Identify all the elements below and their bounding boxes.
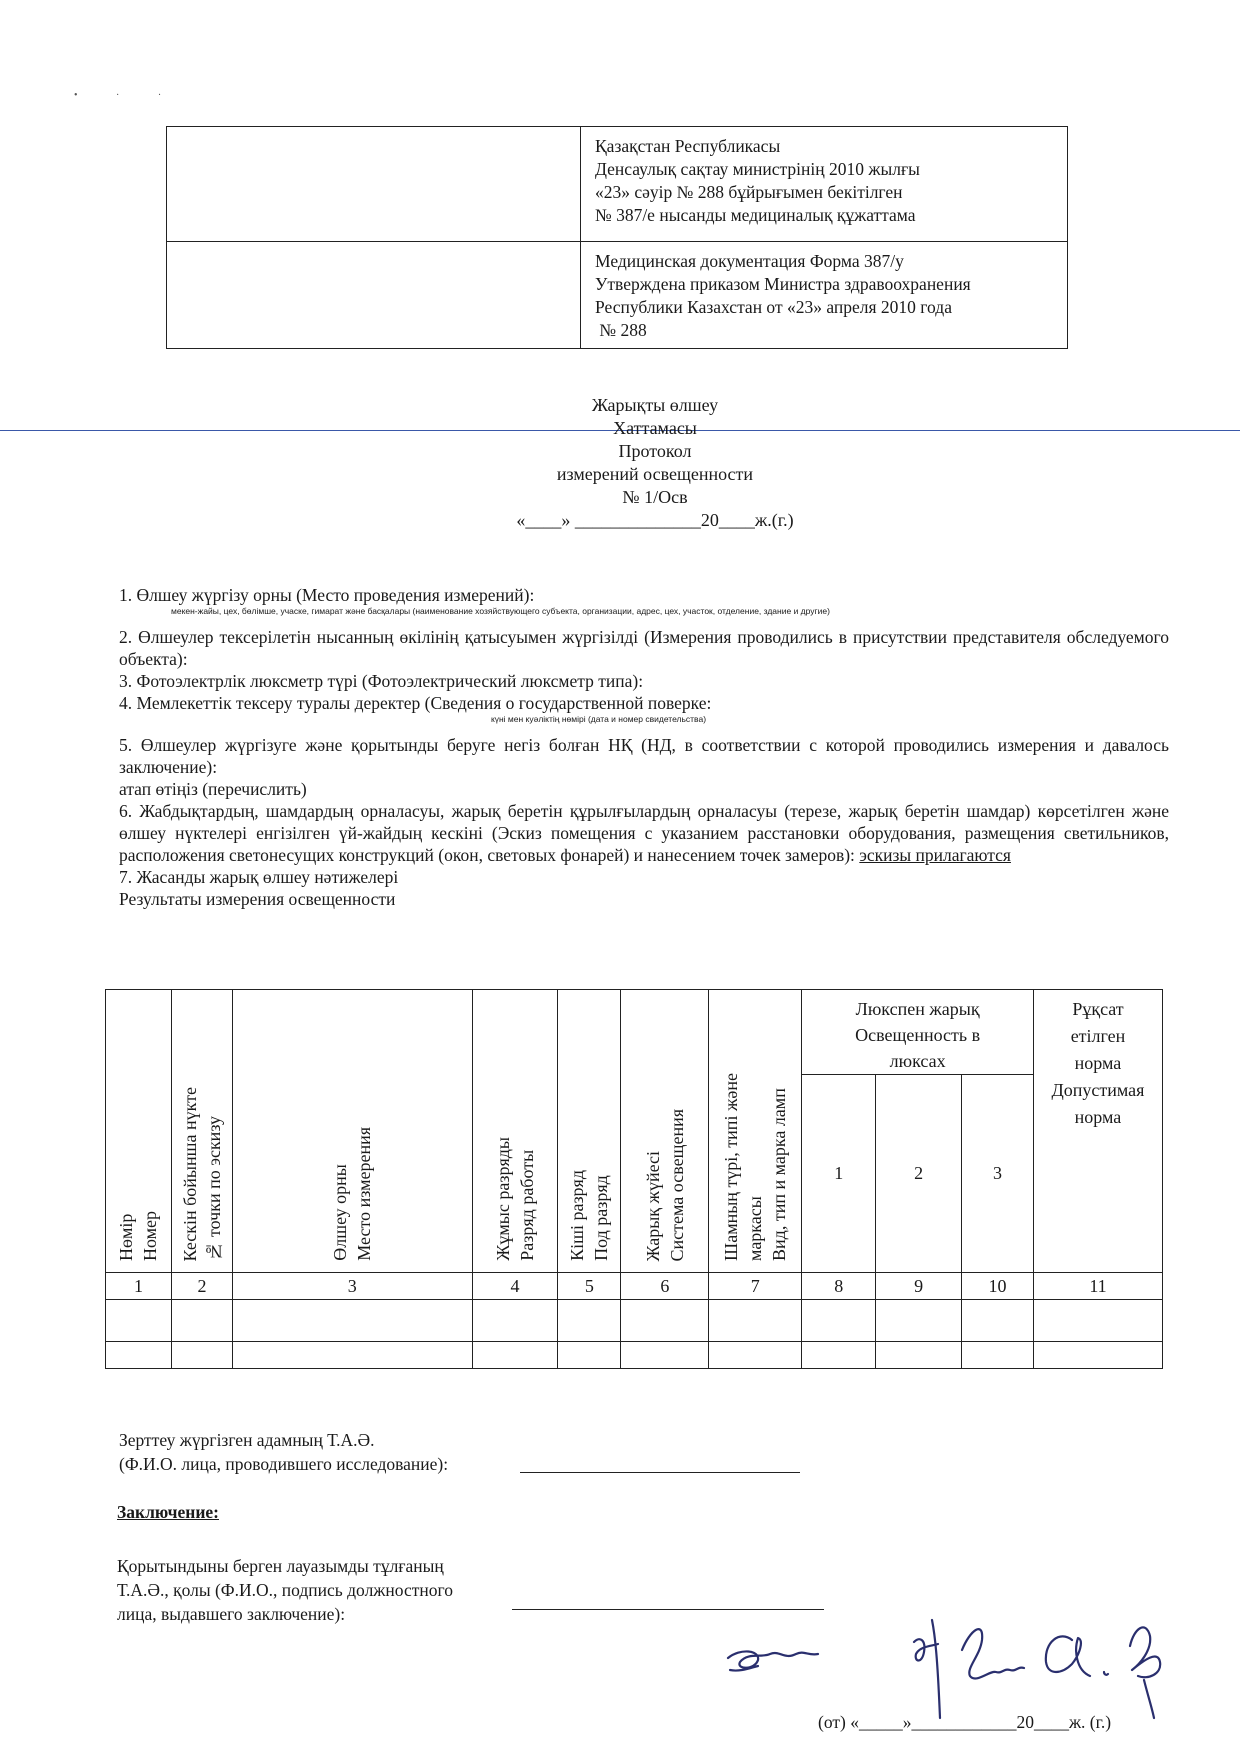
column-index: 6 xyxy=(621,1273,709,1300)
handwritten-signatures xyxy=(700,1610,1220,1720)
protocol-sections xyxy=(119,584,1169,910)
results-table xyxy=(105,989,1163,1369)
col-header-illuminance-lux: Люкспен жарық Освещенность в люксах xyxy=(802,990,1034,1075)
title-kz-line1: Жарықты өлшеу xyxy=(591,395,719,415)
header-kz-line: № 387/е нысанды медициналық құжаттама xyxy=(595,205,916,225)
header-kz-line: Денсаулық сақтау министрінің 2010 жылғы xyxy=(595,159,920,179)
section-5: 5. Өлшеулер жүргізуге және қорытынды беруге негіз болған НҚ (НД, в соответствии с которой проводились измерения и давалось заключение): xyxy=(119,735,1169,777)
column-index: 2 xyxy=(171,1273,232,1300)
section-6 xyxy=(119,800,1169,866)
lux-sub-2: 2 xyxy=(876,1075,962,1273)
col-header-work-category: Жұмыс разряды Разряд работы xyxy=(472,990,558,1273)
section-2: 2. Өлшеулер тексерілетін нысанның өкілінің қатысуымен жүргізілді (Измерения проводились в присутствии представителя обследуемого объекта): xyxy=(119,627,1169,669)
column-index: 1 xyxy=(106,1273,172,1300)
header-empty-cell xyxy=(167,242,581,349)
protocol-number: № 1/Осв xyxy=(622,487,688,507)
section-1: 1. Өлшеу жүргізу орны (Место проведения измерений): xyxy=(119,585,535,605)
column-index-row xyxy=(106,1273,1163,1300)
section-6-text: 6. Жабдықтардың, шамдардың орналасуы, жарық беретін құрылғылардың орналасуы (терезе, жарық беретін шамдар) көрсетілген және өлшеу нүктелері енгізілген үй-жайдың кескіні (Эскиз помещения с указанием расстановки оборудования, размещения светильников, расположения светонесущих конструкций (окон, световых фонарей) и нанесением точек замеров): xyxy=(119,801,1169,865)
section-4: 4. Мемлекеттік тексеру туралы деректер (Сведения о государственной поверке: xyxy=(119,693,712,713)
researcher-label-ru: (Ф.И.О. лица, проводившего исследование): xyxy=(119,1454,449,1474)
header-kz-cell xyxy=(581,127,1068,242)
form-header-box xyxy=(166,126,1068,349)
section-7: 7. Жасанды жарық өлшеу нәтижелері xyxy=(119,867,399,887)
footer-date: (от) «_____»____________20____ж. (г.) xyxy=(818,1712,1112,1732)
header-ru-line: Медицинская документация Форма 387/у xyxy=(595,251,904,271)
protocol-date: «____» ______________20____ж.(г.) xyxy=(516,510,794,530)
col-header-subcategory: Кіші разряд Под разряд xyxy=(558,990,621,1273)
column-index: 10 xyxy=(962,1273,1034,1300)
document-title xyxy=(420,394,890,532)
column-index: 7 xyxy=(709,1273,802,1300)
header-kz-line: «23» сәуір № 288 бұйрығымен бекітілген xyxy=(595,182,903,202)
issuer-label-line: Қорытындыны берген лауазымды тұлғаның xyxy=(117,1556,444,1576)
col-header-measure-place: Өлшеу орны Место измерения xyxy=(232,990,472,1273)
header-ru-line: Утверждена приказом Министра здравоохранения xyxy=(595,274,971,294)
column-index: 8 xyxy=(802,1273,876,1300)
col-header-sketch-point: Кескін бойынша нүкте № точки по эскизу xyxy=(171,990,232,1273)
title-kz-line2: Хаттамасы xyxy=(613,418,697,438)
section-7-ru: Результаты измерения освещенности xyxy=(119,889,396,909)
issuer-label-line: лица, выдавшего заключение): xyxy=(117,1604,346,1624)
lux-sub-1: 1 xyxy=(802,1075,876,1273)
column-index: 3 xyxy=(232,1273,472,1300)
column-index: 11 xyxy=(1033,1273,1162,1300)
researcher-signature-line xyxy=(520,1472,800,1473)
header-kz-line: Қазақстан Республикасы xyxy=(595,136,781,156)
issuer-label-line: Т.А.Ә., қолы (Ф.И.О., подпись должностного xyxy=(117,1580,453,1600)
researcher-label-kz: Зерттеу жүргізген адамның Т.А.Ә. xyxy=(119,1430,375,1450)
col-header-lamp-type: Шамның түрі, типі және маркасы Вид, тип и марка ламп xyxy=(709,990,802,1273)
title-ru-line1: Протокол xyxy=(618,441,692,461)
column-index: 5 xyxy=(558,1273,621,1300)
header-ru-line: Республики Казахстан от «23» апреля 2010 года xyxy=(595,297,952,317)
scan-specks: • · · xyxy=(74,90,180,101)
conclusion-heading: Заключение: xyxy=(117,1502,219,1522)
lux-sub-3: 3 xyxy=(962,1075,1034,1273)
header-ru-line: № 288 xyxy=(595,320,647,340)
table-row xyxy=(106,1300,1163,1342)
col-header-allowed-norm: Рұқсат етілген норма Допустимая норма xyxy=(1033,990,1162,1273)
title-ru-line2: измерений освещенности xyxy=(556,464,754,484)
section-5-list: атап өтіңіз (перечислить) xyxy=(119,779,307,799)
issuer-signature-block xyxy=(117,1554,453,1626)
section-6-sketch-note: эскизы прилагаются xyxy=(859,845,1011,865)
column-index: 9 xyxy=(876,1273,962,1300)
section-4-hint: күні мен куәліктің нөмірі (дата и номер свидетельства) xyxy=(491,714,707,724)
column-index: 4 xyxy=(472,1273,558,1300)
table-row xyxy=(106,1342,1163,1369)
header-empty-cell xyxy=(167,127,581,242)
section-1-hint: мекен-жайы, цех, бөлімше, учаске, гимарат және басқалары (наименование хозяйствующего субъекта, организации, адрес, цех, участок, отделение, здание и другие) xyxy=(171,606,830,616)
header-ru-cell xyxy=(581,242,1068,349)
col-header-number: Нөмір Номер xyxy=(106,990,172,1273)
section-3: 3. Фотоэлектрлік люксметр түрі (Фотоэлектрический люксметр типа): xyxy=(119,671,644,691)
col-header-lighting-system: Жарық жүйесі Система освещения xyxy=(621,990,709,1273)
researcher-signature-block xyxy=(119,1428,448,1476)
